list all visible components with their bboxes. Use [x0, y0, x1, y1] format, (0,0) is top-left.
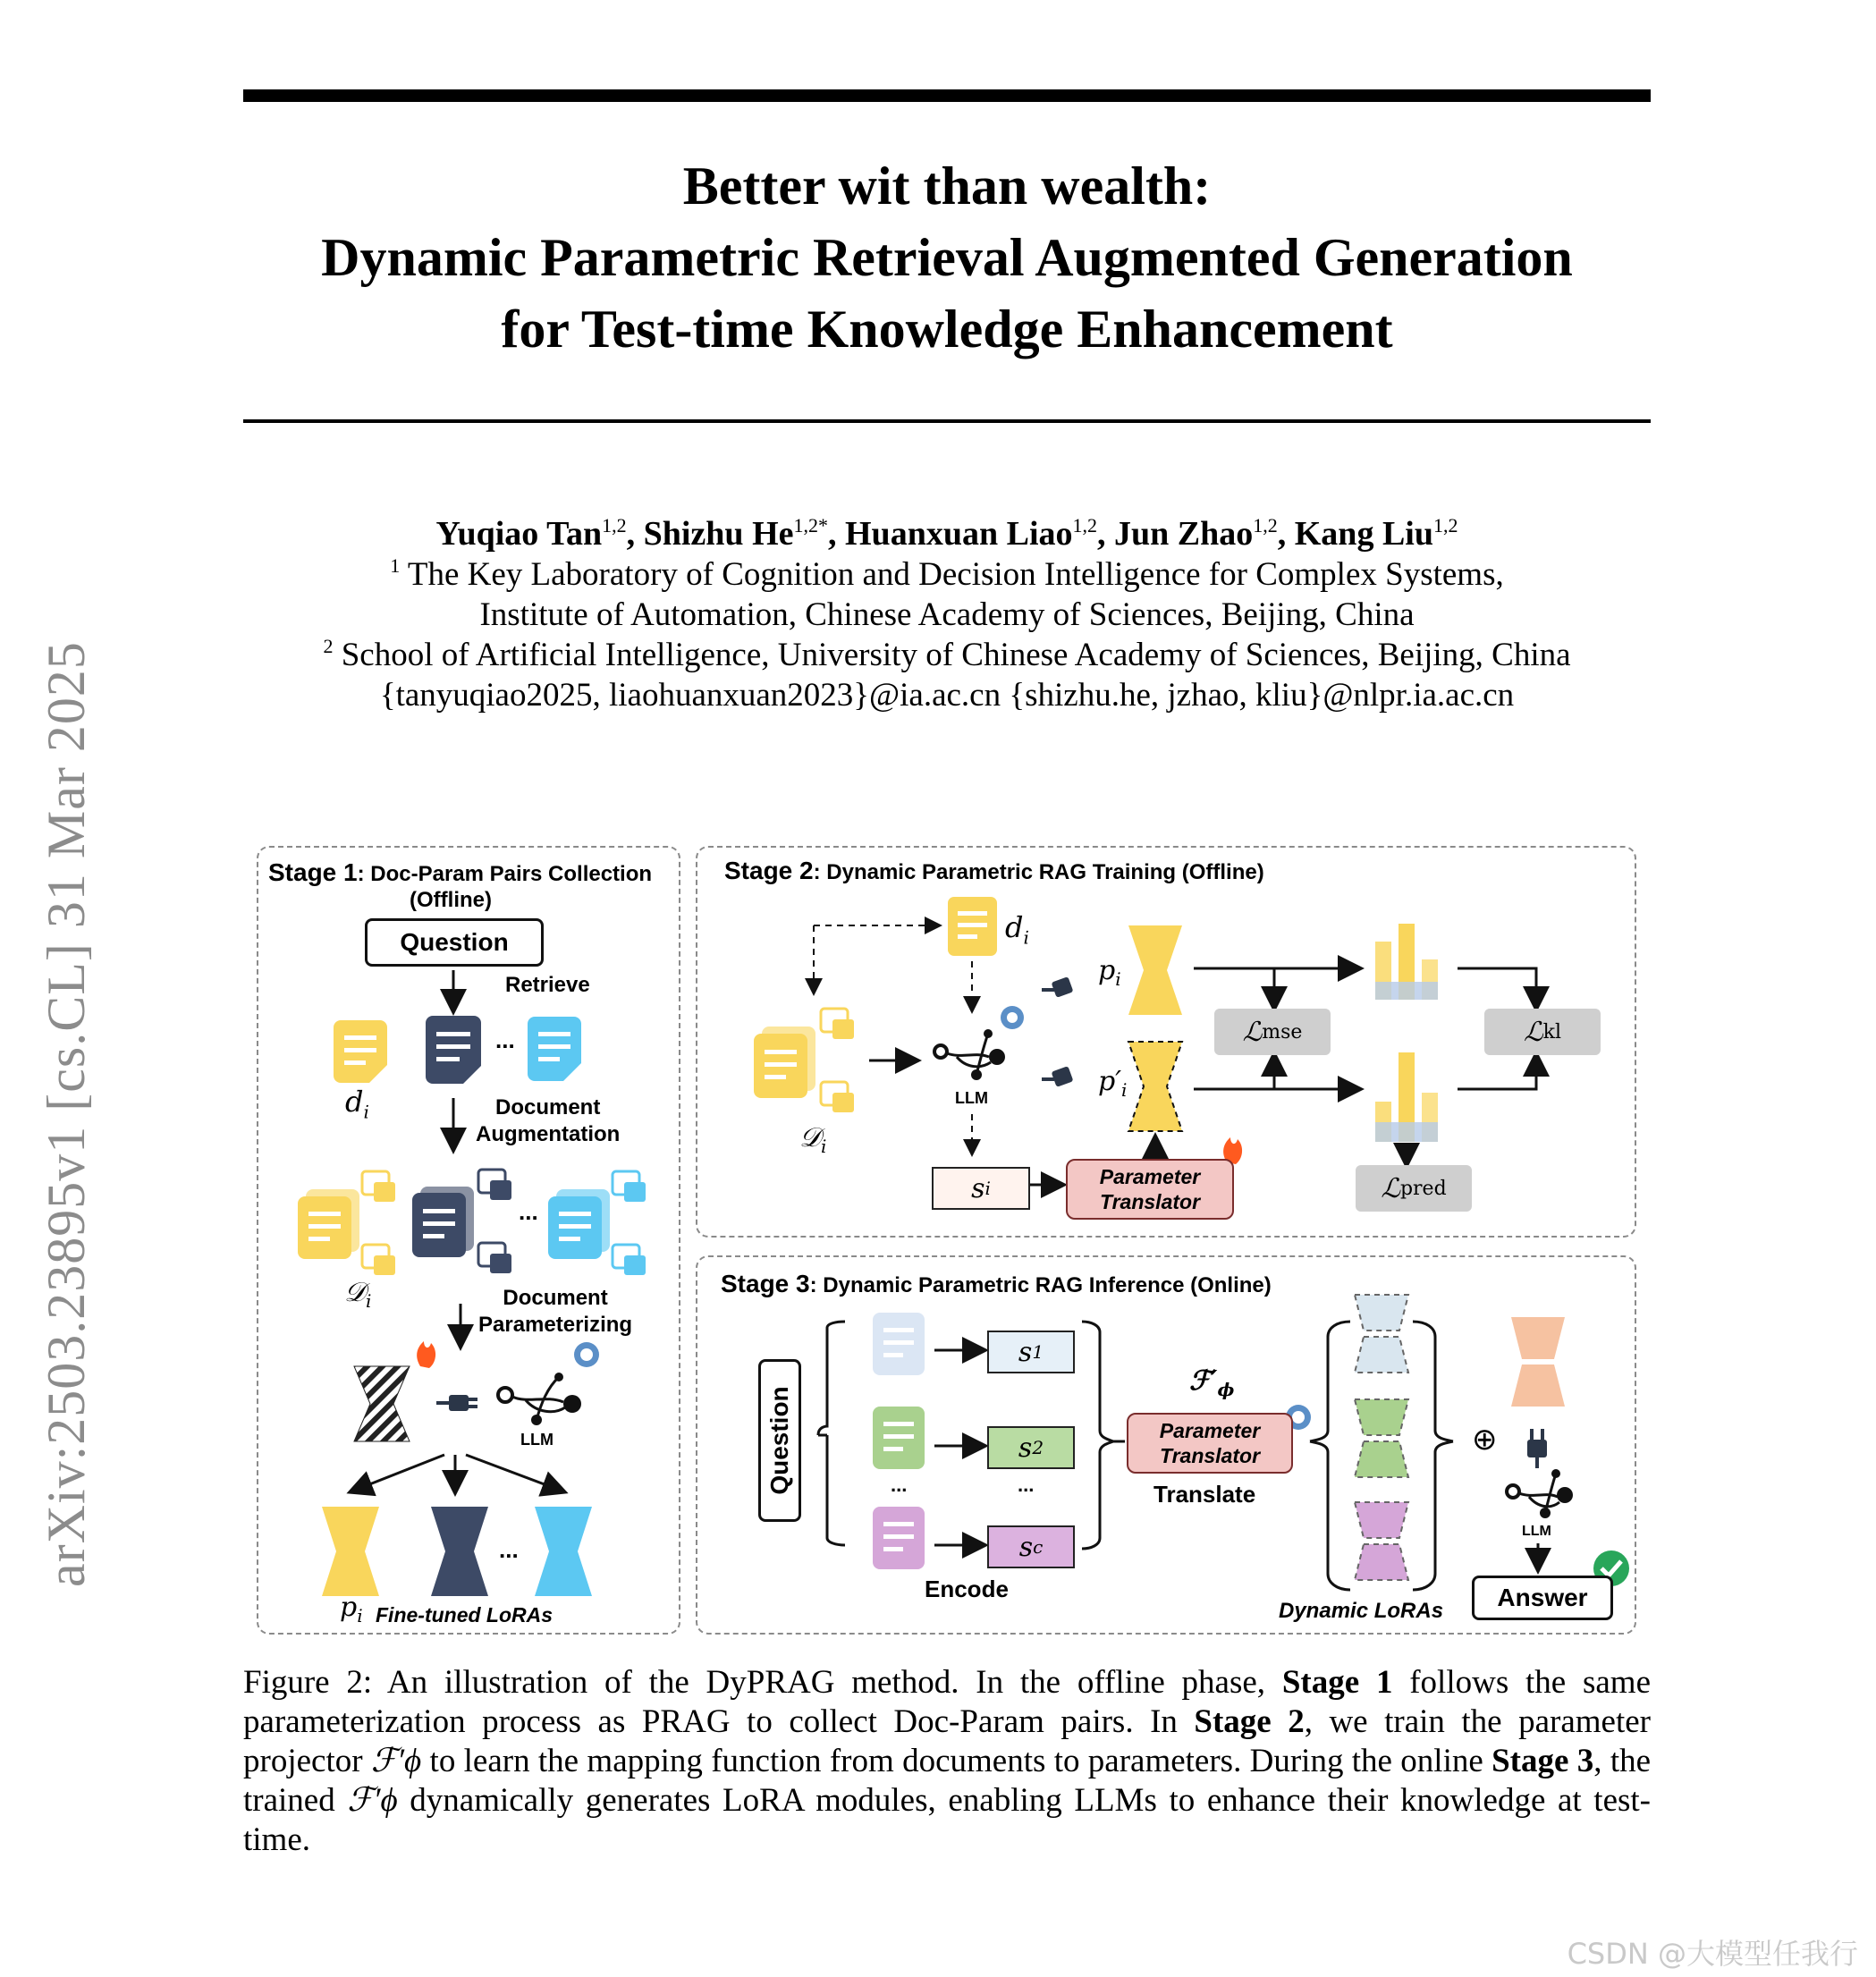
stage1-doc-ellipsis: ... [495, 1027, 515, 1053]
stage1-doc-label: $d_i$ [345, 1085, 369, 1123]
caption-formula2: ℱ′ϕ [347, 1782, 398, 1819]
doc-icon-paleblue [873, 1313, 925, 1375]
lora-icon-pi [1128, 925, 1182, 1015]
author-name: Jun Zhao [1114, 515, 1254, 553]
title-line-2: Dynamic Parametric Retrieval Augmented Generation [321, 228, 1573, 287]
stage3-s-dots: ... [1018, 1474, 1035, 1496]
qa-icons-navy [478, 1170, 511, 1273]
dynamic-loras-label: Dynamic LoRAs [1279, 1599, 1444, 1623]
doc-icon-sky [528, 1017, 581, 1081]
openai-icon-stage2 [1001, 1006, 1024, 1029]
aff1-line1: The Key Laboratory of Cognition and Decision Intelligence for Complex Systems, [407, 556, 1504, 593]
distribution-bars-pprime [1375, 1052, 1438, 1142]
retrieve-label: Retrieve [505, 973, 590, 997]
caption-formula1: ℱ′ϕ [370, 1743, 422, 1779]
dynamic-lora-green-bottom [1355, 1441, 1408, 1477]
caption-lead: Figure 2: An illustration of the DyPRAG method. In the offline phase, [243, 1664, 1282, 1701]
hatched-lora-icon [354, 1366, 410, 1441]
lora-icon-pprime [1128, 1042, 1182, 1131]
stage1-title [268, 858, 652, 887]
s1-box: s 1 [987, 1331, 1075, 1373]
plug-icon-stage3 [1527, 1429, 1547, 1468]
lora-peach-top [1511, 1317, 1565, 1359]
caption-stage3: Stage 3 [1492, 1743, 1594, 1779]
doc-stack-sky [548, 1189, 610, 1259]
stage3-title [721, 1270, 1272, 1298]
corresponding-star: * [818, 514, 828, 536]
right-brace-s [1082, 1322, 1113, 1549]
dynamic-lora-purple-bottom [1355, 1544, 1408, 1580]
loss-pred-box: ℒ pred [1356, 1165, 1472, 1212]
stage2-llm-label: LLM [955, 1089, 988, 1107]
doc-icon-yellow [334, 1020, 387, 1083]
stage1-title-rest: : Doc-Param Pairs Collection [357, 862, 653, 886]
stage2-pprime-label: $p'_i$ [1098, 1066, 1128, 1101]
right-brace-loras [1413, 1322, 1453, 1590]
plug-icon-pi [1042, 976, 1073, 998]
oplus-symbol: ⊕ [1472, 1423, 1498, 1457]
stage2-d-label: $d_i$ [1005, 910, 1029, 949]
stage3-doc-dots: ... [891, 1474, 908, 1496]
csdn-watermark: CSDN @大模型任我行 [1567, 1937, 1858, 1971]
author-sup: 1,2 [1253, 514, 1278, 536]
affiliation-1-line2: Institute of Automation, Chinese Academy of Sciences, Beijing, China [479, 596, 1415, 633]
stage3-f-label: $ℱ'_\phi$ [1189, 1365, 1235, 1400]
caption-stage1: Stage 1 [1281, 1664, 1393, 1701]
author-emails: {tanyuqiao2025, liaohuanxuan2023}@ia.ac.cn {shizhu.he, jzhao, kliu}@nlpr.ia.ac.cn [379, 677, 1515, 714]
loss-mse-box: ℒ mse [1214, 1009, 1331, 1055]
stage2-si-box: s i [932, 1167, 1030, 1210]
stage2-set-label: 𝒟$_i$ [799, 1122, 827, 1157]
stage1-title-line2: (Offline) [410, 888, 492, 912]
dynamic-lora-green-top [1355, 1399, 1408, 1435]
finetuned-loras-label: Fine-tuned LoRAs [376, 1603, 554, 1626]
stage1-title-bold: Stage 1 [268, 858, 358, 886]
author-names: Yuqiao Tan$^{1,2}$, Shizhu $He^{1,2*}$, Huanxuan Liao$^{1,2}$, Jun Zhao$^{1,2}$, Kang Liu$^{1,2}$ [435, 514, 1458, 553]
dynamic-lora-blue-top [1355, 1295, 1408, 1331]
doc-stack-yellow [298, 1189, 359, 1259]
qa-icons-yellow [362, 1171, 395, 1275]
stage2-parameter-translator: Parameter Translator [1066, 1159, 1234, 1220]
left-brace-loras [1310, 1322, 1350, 1590]
lora-peach-bottom [1511, 1364, 1565, 1407]
parameterizing-label: Document Parameterizing [478, 1286, 633, 1337]
lora-icon-sky [535, 1507, 592, 1596]
stage2-title [724, 857, 1264, 885]
arrow-lora-left [351, 1455, 444, 1491]
llm-network-icon [498, 1373, 581, 1425]
stage3-question-box: Question [758, 1359, 801, 1522]
stage1-llm-label: LLM [520, 1431, 554, 1449]
dynamic-lora-blue-bottom [1355, 1337, 1408, 1373]
loss-kl-box: ℒ kl [1484, 1009, 1601, 1055]
plug-icon [436, 1395, 477, 1411]
doc-stack-di-set [754, 1027, 815, 1098]
stage3-title-rest: : Dynamic Parametric RAG Inference (Online) [809, 1273, 1272, 1297]
openai-icon [574, 1342, 599, 1367]
stage1-p-label: $p_i$ [340, 1592, 363, 1626]
arrow-lora-right [466, 1455, 563, 1491]
left-brace [818, 1322, 845, 1545]
translate-label: Translate [1153, 1481, 1256, 1508]
arxiv-stamp: arXiv:2503.23895v1 [cs.CL] 31 Mar 2025 [37, 641, 96, 1587]
stage2-p-label: $p_i$ [1098, 955, 1121, 990]
caption-text5: dynamically generates LoRA modules, enabling LLMs to enhance their knowledge at test-time. [243, 1782, 1651, 1858]
caption-text2: , we train the parameter projector [243, 1703, 1651, 1779]
augmentation-label: Document Augmentation [476, 1095, 621, 1146]
arrow-to-lkl-top [1458, 968, 1536, 1008]
fire-icon [417, 1341, 435, 1368]
stage1-stack-ellipsis: ... [519, 1198, 538, 1225]
author-sup: 1,2 [1072, 514, 1097, 536]
stage3-title-bold: Stage 3 [721, 1270, 810, 1297]
doc-icon-green [873, 1407, 925, 1469]
distribution-bars-pi [1375, 924, 1438, 1000]
arrow-to-lkl-bottom [1458, 1055, 1536, 1089]
author-name: Huanxuan Liao [845, 515, 1073, 553]
doc-icon-purple [873, 1507, 925, 1569]
aff-mark: 1 [390, 554, 401, 577]
s2-box: s 2 [987, 1426, 1075, 1469]
lora-icon-yellow [322, 1507, 379, 1596]
aff2-line: School of Artificial Intelligence, University of Chinese Academy of Sciences, Beijing, China [341, 637, 1571, 673]
stage2-title-bold: Stage 2 [724, 857, 814, 884]
caption-text3: to learn the mapping function from documents to parameters. During the online [421, 1743, 1492, 1779]
qa-icons-di-set [821, 1009, 854, 1112]
author-name: Kang Liu [1294, 515, 1433, 553]
stage1-question-box: Question [365, 918, 544, 967]
figure-caption [243, 1663, 1651, 1860]
author-name: Shizhu He [643, 515, 794, 553]
author-name: Yuqiao Tan [435, 515, 603, 553]
sc-box: s c [987, 1525, 1075, 1568]
dynamic-lora-purple-top [1355, 1502, 1408, 1538]
stage1-set-label: 𝒟$_i$ [344, 1277, 372, 1312]
lora-icon-navy [431, 1507, 488, 1596]
encode-label: Encode [925, 1576, 1009, 1602]
stage2-title-rest: : Dynamic Parametric RAG Training (Offline) [813, 860, 1264, 884]
doc-icon-navy [426, 1016, 481, 1084]
llm-network-icon-stage3 [1507, 1469, 1573, 1518]
stage3-llm-label: LLM [1522, 1524, 1551, 1539]
caption-stage2: Stage 2 [1194, 1703, 1305, 1740]
title-line-1: Better wit than wealth: [682, 156, 1212, 215]
plug-icon-pprime [1042, 1066, 1073, 1087]
author-sup: 1,2 [1432, 514, 1458, 536]
doc-icon-di [948, 897, 997, 956]
author-sup: 1,2 [602, 514, 627, 536]
stage3-parameter-translator: Parameter Translator [1127, 1413, 1293, 1474]
answer-box: Answer [1472, 1576, 1613, 1620]
llm-network-icon-stage2 [934, 1029, 1005, 1080]
qa-icons-sky [613, 1171, 646, 1275]
stage1-lora-ellipsis: ... [499, 1536, 519, 1563]
caption-text1: follows the same parameterization process as PRAG to collect Doc-Param pairs. In [243, 1664, 1652, 1740]
author-sup: 1,2 [793, 514, 818, 536]
aff-mark: 2 [323, 635, 334, 657]
title-line-3: for Test-time Knowledge Enhancement [501, 300, 1393, 359]
caption-text4: , the trained [243, 1743, 1652, 1819]
doc-stack-navy [412, 1187, 474, 1257]
